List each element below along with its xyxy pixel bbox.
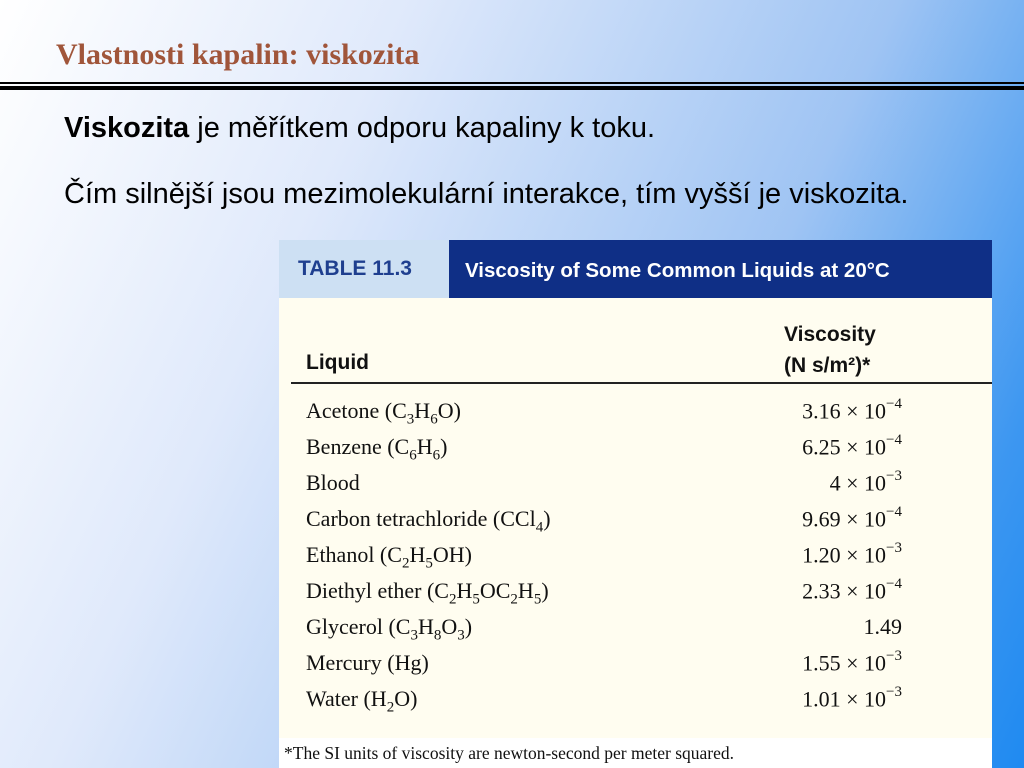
table-row bbox=[279, 468, 992, 504]
cell-liquid: Glycerol $(C_3H_8O_3)$ bbox=[306, 614, 473, 644]
footnote-band bbox=[279, 738, 992, 768]
title-rule bbox=[0, 82, 1024, 84]
cell-liquid: Blood bbox=[306, 470, 360, 495]
table-row bbox=[279, 648, 992, 684]
cell-liquid: Mercury (Hg) bbox=[306, 650, 429, 675]
cell-liquid: Acetone $(C_3H_6O)$ bbox=[306, 398, 461, 428]
header-underline bbox=[291, 382, 992, 384]
cell-viscosity: 1.49 bbox=[863, 614, 902, 639]
cell-liquid: Diethyl ether $(C_2H_5OC_2H_5)$ bbox=[306, 578, 549, 608]
table-row bbox=[279, 576, 992, 612]
cell-viscosity: $6.25 \times 10^{-4}$ bbox=[802, 432, 902, 460]
table-row bbox=[279, 612, 992, 648]
cell-viscosity: $2.33 \times 10^{-4}$ bbox=[802, 576, 902, 604]
column-header-viscosity-line1: Viscosity bbox=[784, 323, 876, 346]
viscosity-table bbox=[279, 240, 992, 768]
table-row bbox=[279, 684, 992, 720]
table-row bbox=[279, 540, 992, 576]
column-header-viscosity-line2: (N s/m²)* bbox=[784, 354, 871, 377]
table-row bbox=[279, 504, 992, 540]
column-header-liquid: Liquid bbox=[306, 351, 369, 374]
definition-text bbox=[64, 112, 655, 145]
table-footnote: *The SI units of viscosity are newton-second per meter squared. bbox=[284, 743, 735, 763]
table-title: Viscosity of Some Common Liquids at 20°C bbox=[465, 259, 890, 282]
cell-viscosity: $4 \times 10^{-3}$ bbox=[829, 468, 902, 496]
cell-liquid: Ethanol $(C_2H_5OH)$ bbox=[306, 542, 472, 572]
cell-viscosity: $9.69 \times 10^{-4}$ bbox=[802, 504, 902, 532]
definition-term: Viskozita bbox=[64, 112, 190, 144]
slide-title: Vlastnosti kapalin: viskozita bbox=[56, 38, 420, 71]
definition-rest: je měřítkem odporu kapaliny k toku. bbox=[189, 112, 656, 144]
table-row bbox=[279, 432, 992, 468]
cell-liquid: Carbon tetrachloride (CCl$_4$) bbox=[306, 506, 551, 536]
title-rule-thick bbox=[0, 86, 1024, 90]
statement-text: Čím silnější jsou mezimolekulární interakce, tím vyšší je viskozita. bbox=[64, 178, 909, 210]
table-label-box bbox=[279, 240, 449, 298]
cell-liquid: Water $(H_2O)$ bbox=[306, 686, 418, 716]
cell-liquid: Benzene $(C_6H_6)$ bbox=[306, 434, 448, 464]
table-header bbox=[279, 240, 992, 298]
table-row bbox=[279, 396, 992, 432]
cell-viscosity: $1.55 \times 10^{-3}$ bbox=[802, 648, 902, 676]
cell-viscosity: $1.01 \times 10^{-3}$ bbox=[802, 684, 902, 712]
table-body bbox=[279, 396, 992, 720]
column-header-viscosity bbox=[784, 319, 876, 381]
table-title-box bbox=[449, 240, 992, 298]
table-label: TABLE 11.3 bbox=[298, 257, 412, 280]
cell-viscosity: $3.16 \times 10^{-4}$ bbox=[802, 396, 902, 424]
cell-viscosity: $1.20 \times 10^{-3}$ bbox=[802, 540, 902, 568]
